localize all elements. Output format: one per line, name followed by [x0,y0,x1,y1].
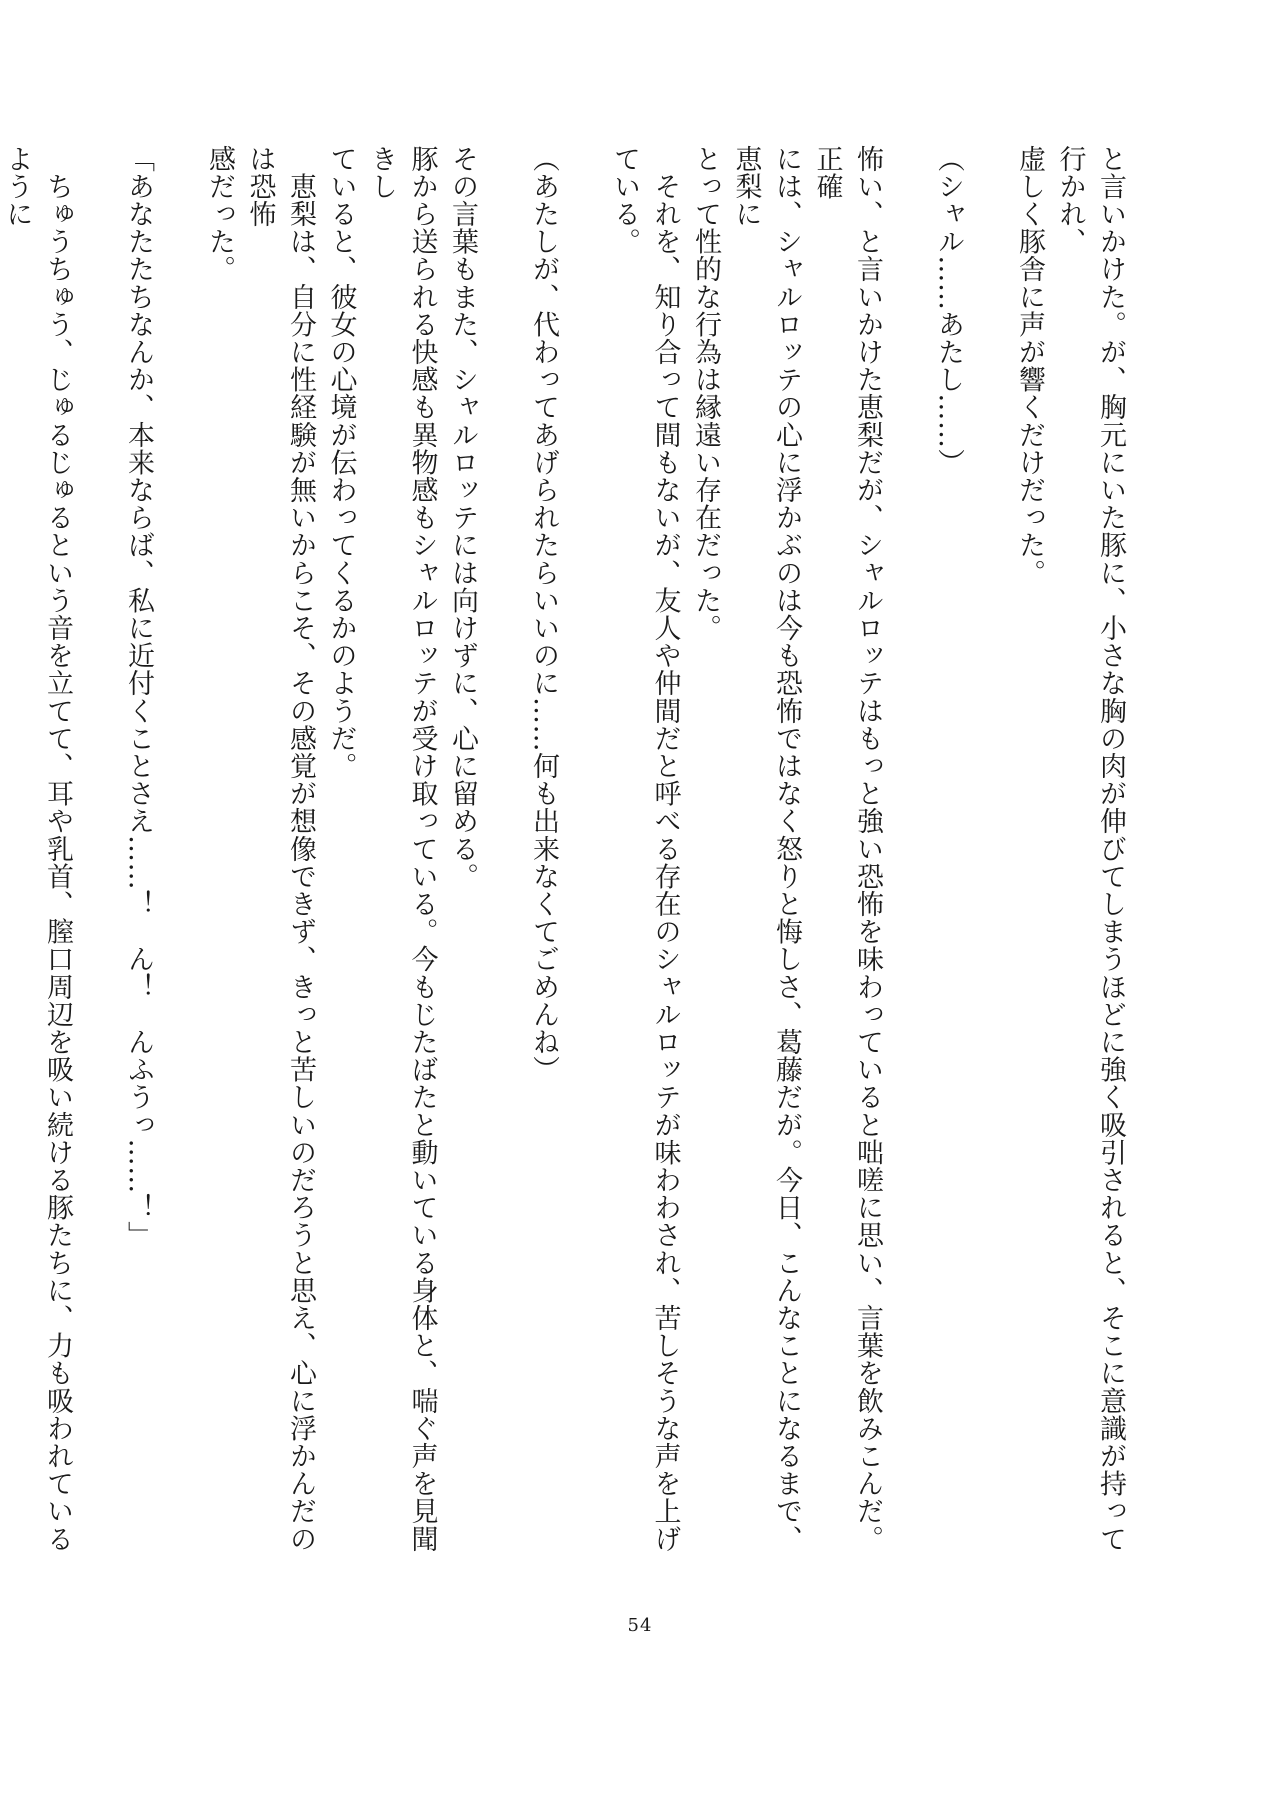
text-line: その言葉もまた、シャルロッテには向けずに、心に留める。 [447,145,478,891]
text-line: ていると、彼女の心境が伝わってくるかのようだ。 [325,145,357,780]
text-line: 怖い、と言いかけた恵梨だが、シャルロッテはもっと強い恐怖を味わっていると咄嗟に思い、言葉を飲みこんだ。正確 [811,145,883,1553]
text-line: ちゅうちゅう、じゅるじゅるという音を立てて、耳や乳首、膣口周辺を吸い続ける豚たちに、力も吸われているように [1,145,73,1553]
page-number: 54 [627,1615,653,1636]
blank-line [482,145,523,1565]
text-line: （あたしが、代わってあげられたらいいのに……何も出来なくてごめんね） [528,145,559,1084]
text-line: 虚しく豚舎に声が響くだけだった。 [1014,145,1045,587]
text-line: には、シャルロッテの心に浮かぶのは今も恐怖ではなく怒りと悔しさ、葛藤だが。今日、こんなことになるまで、恵梨に [730,145,802,1553]
text-line: （シャル……あたし……） [933,145,964,477]
text-line: とって性的な行為は縁遠い存在だった。 [690,145,721,642]
text-line: 豚から送られる快感も異物感もシャルロッテが受け取っている。今もじたばたと動いている身体と、喘ぐ声を見聞きし [366,145,438,1553]
blank-line [563,145,604,1565]
blank-line [158,145,199,1565]
text-line: 感だった。 [204,145,235,283]
blank-line [887,145,928,1565]
text-line: と言いかけた。が、胸元にいた豚に、小さな胸の肉が伸びてしまうほどに強く吸引されると、そこに意識が持って行かれ、 [1054,145,1126,1553]
blank-line [968,145,1009,1565]
blank-line [77,145,118,1565]
text-line: 恵梨は、自分に性経験が無いからこそ、その感覚が想像できず、きっと苦しいのだろうと思え、心に浮かんだのは恐怖 [244,145,316,1553]
text-line: それを、知り合って間もないが、友人や仲間だと呼べる存在のシャルロッテが味わわされ、苦しそうな声を上げている。 [609,145,681,1553]
vertical-text-body [1,145,1130,1565]
text-line: 「あなたたちなんか、本来ならば、私に近付くことさえ……！ ん！ んふうっ……！」 [123,145,154,1249]
